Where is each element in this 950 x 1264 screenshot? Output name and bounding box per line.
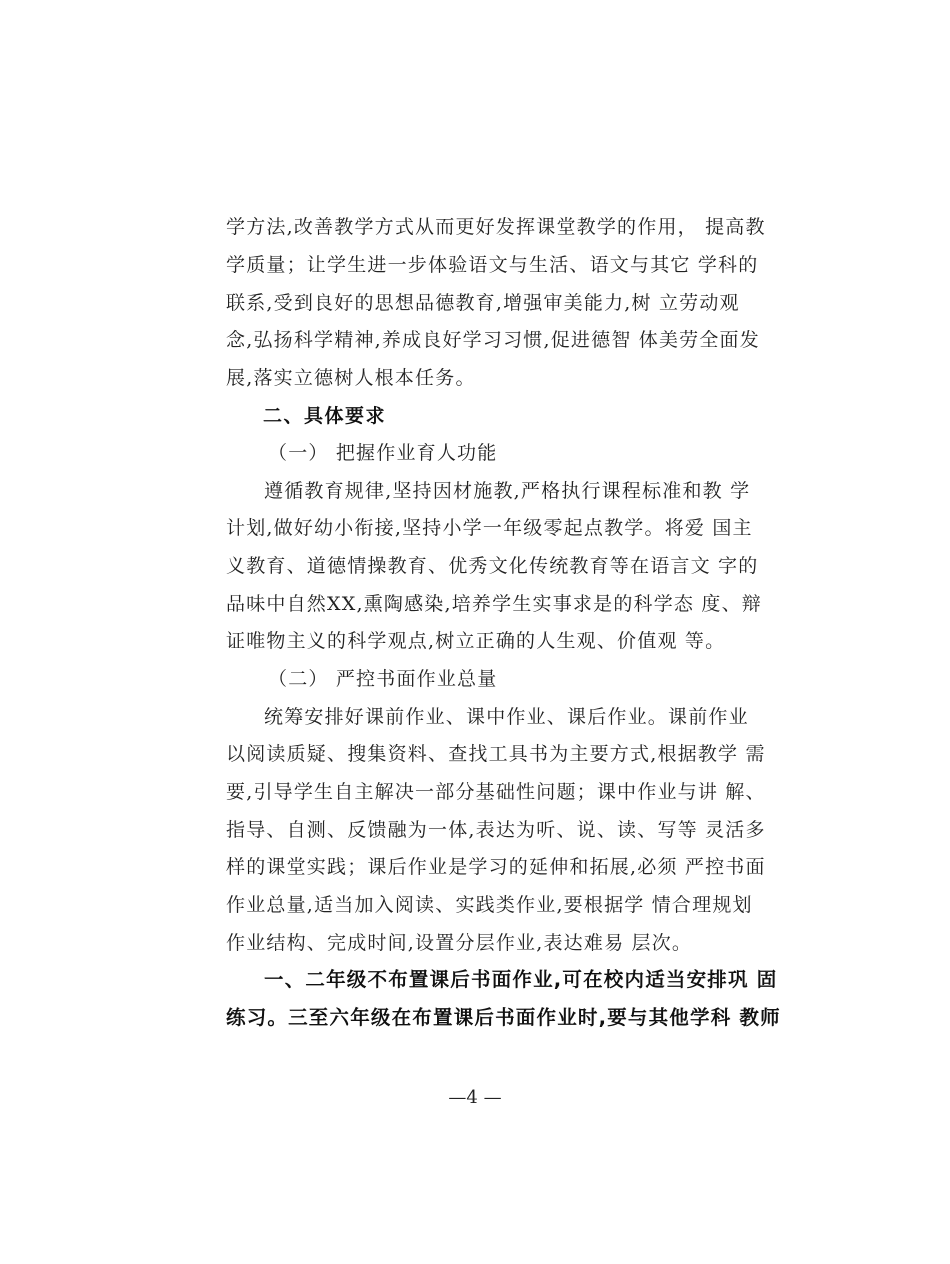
bold-line-2: 练习。三至六年级在布置课后书面作业时,要与其他学科 教师 [226,1006,781,1029]
intro-line-5: 展,落实立德树人根本任务。 [226,367,476,389]
sub-one-line-2: 计划,做好幼小衔接,坚持小学一年级零起点教学。将爱 国主 [226,517,753,539]
sub-two-line-4: 指导、自测、反馈融为一体,表达为听、说、读、写等 灵活多 [226,819,766,841]
page-number: —4 — [448,1087,502,1108]
section-heading: 二、具体要求 [263,405,387,427]
intro-line-2: 学质量；让学生进一步体验语文与生活、语文与其它 学科的 [226,254,759,276]
sub-two-line-5: 样的课堂实践；课后作业是学习的延伸和拓展,必须 严控书面 [226,856,766,878]
sub-two-line-6: 作业总量,适当加入阅读、实践类作业,要根据学 情合理规划 [226,894,753,916]
sub-two-line-3: 要,引导学生自主解决一部分基础性问题；课中作业与讲 解、 [226,781,766,803]
sub-two-line-7: 作业结构、完成时间,设置分层作业,表达难易 层次。 [226,932,693,954]
sub-one-line-5: 证唯物主义的科学观点,树立正确的人生观、价值观 等。 [226,630,726,652]
sub-one-line-3: 义教育、道德情操教育、优秀文化传统教育等在语言文 字的 [226,555,759,577]
sub-one-line-1: 遵循教育规律,坚持因材施教,严格执行课程标准和教 学 [264,480,751,502]
bold-line-1: 一、二年级不布置课后书面作业,可在校内适当安排巩 固 [264,968,778,991]
sub-two-line-2: 以阅读质疑、搜集资料、查找工具书为主要方式,根据教学 需 [226,743,766,765]
subheading-one: （一） 把握作业育人功能 [268,442,498,464]
intro-line-4: 念,弘扬科学精神,养成良好学习习惯,促进德智 体美劳全面发 [226,329,760,351]
intro-line-1: 学方法,改善教学方式从而更好发挥课堂教学的作用， 提高教 [226,216,766,238]
intro-line-3: 联系,受到良好的思想品德教育,增强审美能力,树 立劳动观 [226,292,740,314]
sub-two-line-1: 统筹安排好课前作业、课中作业、课后作业。课前作业 [264,706,749,728]
sub-one-line-4: 品味中自然XX,熏陶感染,培养学生实事求是的科学态 度、辩 [226,593,762,615]
subheading-two: （二） 严控书面作业总量 [268,668,498,690]
